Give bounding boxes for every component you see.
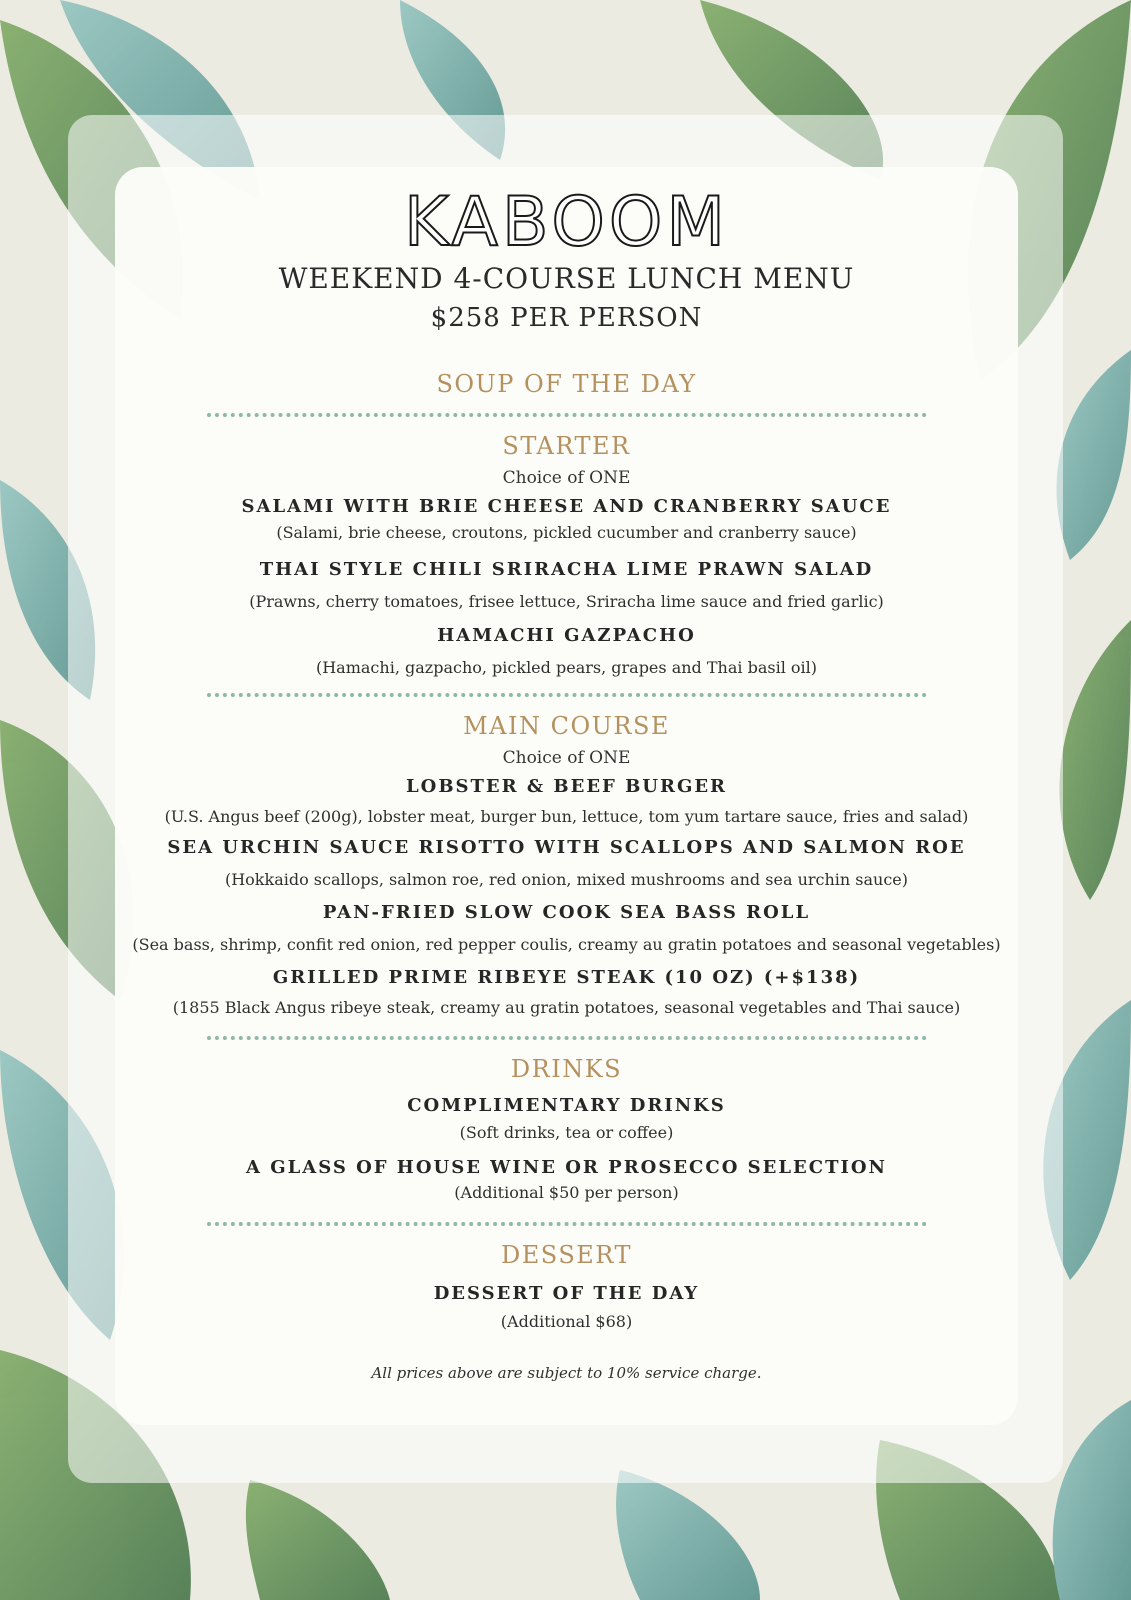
menu-item-name: A GLASS OF HOUSE WINE OR PROSECCO SELECTION — [245, 1157, 888, 1178]
menu-item-name: THAI STYLE CHILI SRIRACHA LIME PRAWN SALAD — [259, 559, 874, 580]
menu-item-name: LOBSTER & BEEF BURGER — [405, 776, 728, 797]
brand-title: KABOOM — [403, 183, 730, 262]
menu-item-name: SALAMI WITH BRIE CHEESE AND CRANBERRY SAUCE — [241, 496, 892, 517]
menu-item-name: HAMACHI GAZPACHO — [437, 625, 696, 646]
section-divider — [207, 413, 927, 417]
section-divider — [207, 693, 927, 697]
menu-price: $258 PER PERSON — [430, 303, 703, 333]
menu-item-desc: (Prawns, cherry tomatoes, frisee lettuce, Sriracha lime sauce and fried garlic) — [249, 592, 884, 611]
menu-item-desc: (Sea bass, shrimp, confit red onion, red pepper coulis, creamy au gratin potatoes and seasonal vegetables) — [132, 935, 1001, 954]
section-title-drinks: DRINKS — [510, 1055, 623, 1083]
menu-content — [115, 167, 1018, 1383]
menu-item-name: COMPLIMENTARY DRINKS — [407, 1095, 726, 1116]
menu-item-name: SEA URCHIN SAUCE RISOTTO WITH SCALLOPS AND SALMON ROE — [167, 837, 966, 858]
choice-label: Choice of ONE — [502, 748, 631, 768]
menu-item-name: PAN-FRIED SLOW COOK SEA BASS ROLL — [322, 902, 811, 923]
menu-item-desc: (U.S. Angus beef (200g), lobster meat, burger bun, lettuce, tom yum tartare sauce, fries and salad) — [164, 807, 969, 826]
menu-item-name: GRILLED PRIME RIBEYE STEAK (10 OZ) (+$138) — [272, 967, 861, 988]
section-title-soup: SOUP OF THE DAY — [436, 370, 697, 398]
section-divider — [207, 1222, 927, 1226]
menu-item-name: DESSERT OF THE DAY — [433, 1283, 700, 1304]
section-divider — [207, 1036, 927, 1040]
section-title-main: MAIN COURSE — [463, 712, 670, 740]
service-charge-note: All prices above are subject to 10% service charge. — [371, 1364, 762, 1382]
menu-item-desc: (Hamachi, gazpacho, pickled pears, grapes and Thai basil oil) — [315, 658, 818, 677]
menu-item-desc: (Soft drinks, tea or coffee) — [459, 1123, 674, 1142]
menu-item-desc: (Additional $50 per person) — [454, 1183, 679, 1202]
choice-label: Choice of ONE — [502, 468, 631, 488]
section-title-dessert: DESSERT — [501, 1241, 632, 1269]
menu-item-desc: (1855 Black Angus ribeye steak, creamy au gratin potatoes, seasonal vegetables and Thai sauce) — [172, 998, 961, 1017]
menu-item-desc: (Additional $68) — [500, 1312, 633, 1331]
menu-item-desc: (Hokkaido scallops, salmon roe, red onion, mixed mushrooms and sea urchin sauce) — [224, 870, 909, 889]
section-title-starter: STARTER — [502, 432, 631, 460]
menu-item-desc: (Salami, brie cheese, croutons, pickled cucumber and cranberry sauce) — [276, 523, 857, 542]
menu-subtitle: WEEKEND 4-COURSE LUNCH MENU — [278, 262, 855, 295]
